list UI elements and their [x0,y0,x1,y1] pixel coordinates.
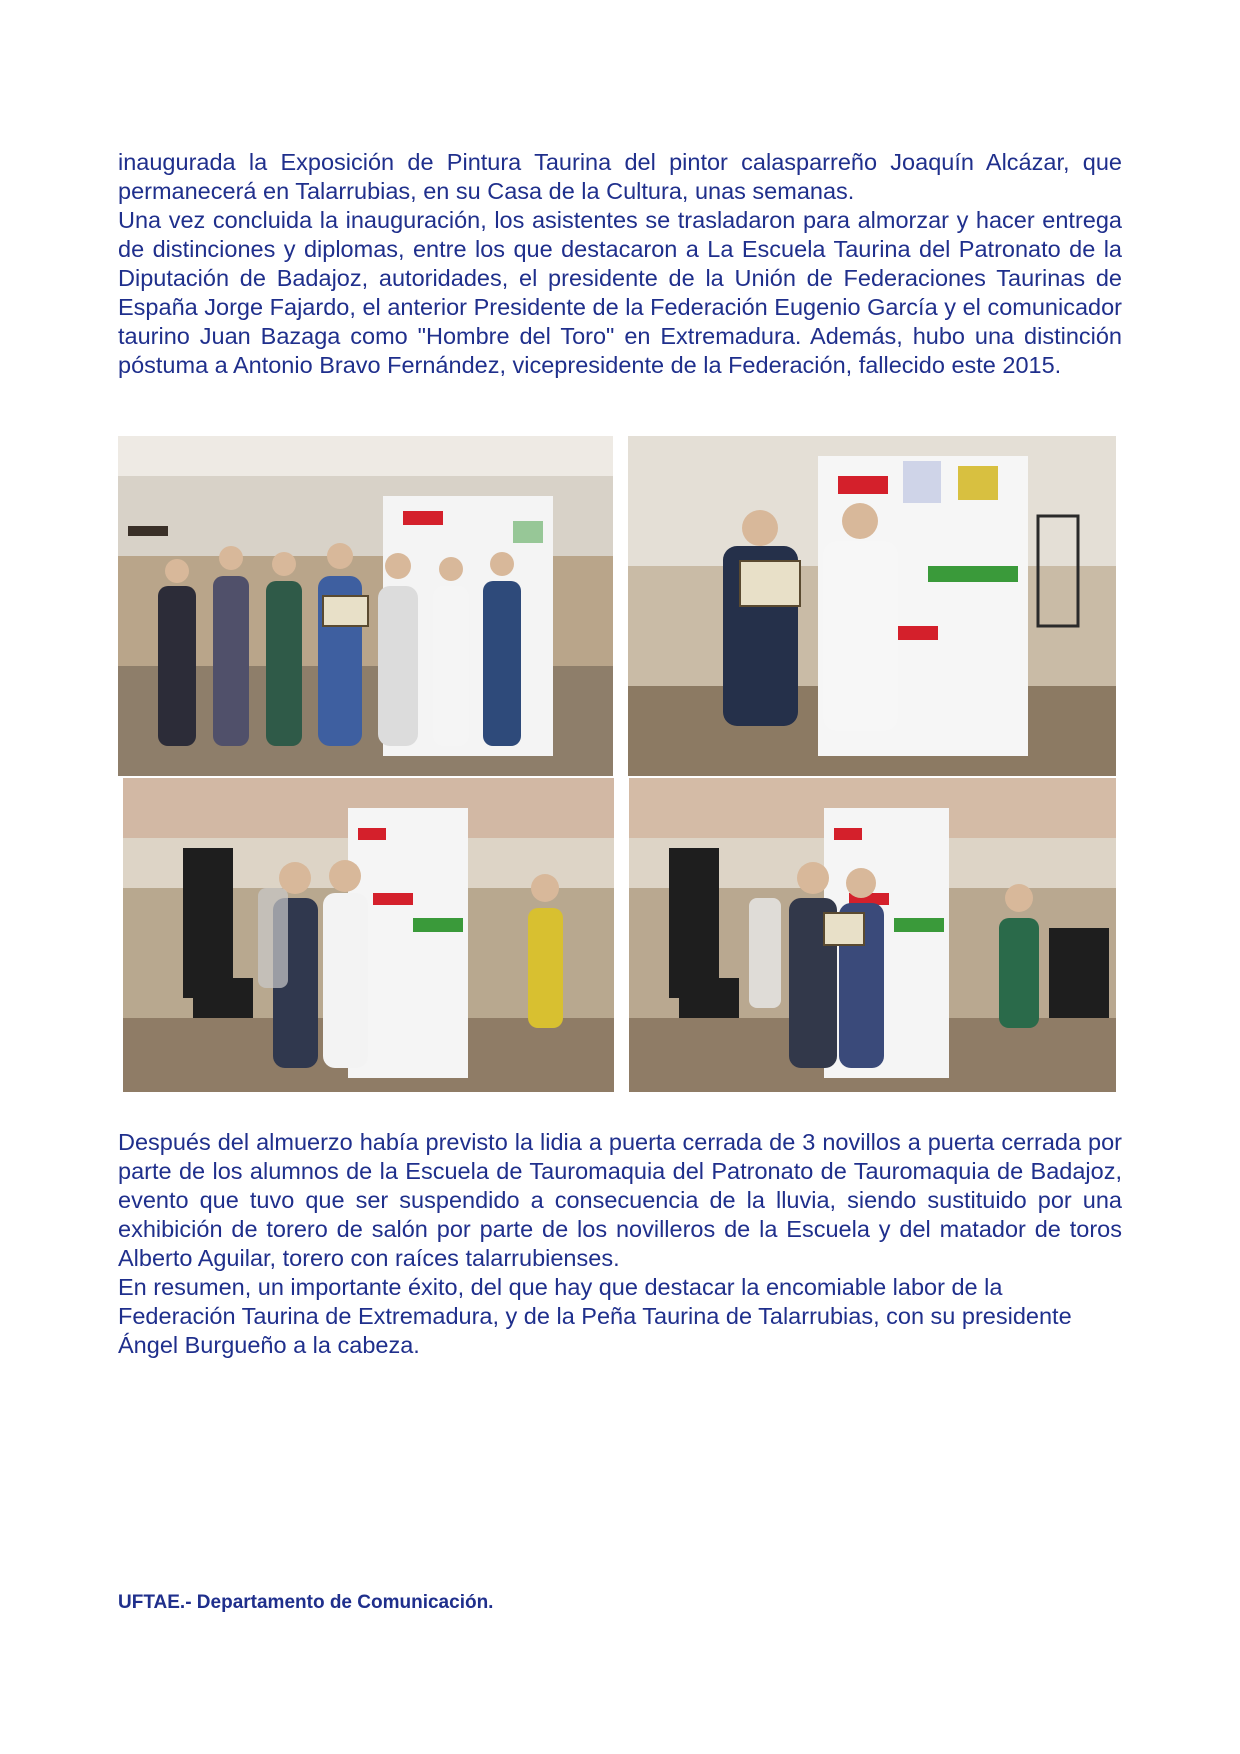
paragraph-summary: En resumen, un importante éxito, del que hay que destacar la encomiable labor de la Federación Taurina de Extremadura, y de la Peña Taurina de Talarrubias, con su presidente Ángel Burgueño a la cabeza. [118,1274,1072,1358]
group-photo [118,436,613,776]
footer-signature: UFTAE.- Departamento de Comunicación. [118,1592,494,1613]
diploma-photo-1 [628,436,1116,776]
paragraph-awards: Una vez concluida la inauguración, los asistentes se trasladaron para almorzar y hacer entrega de distinciones y diplomas, entre los que destacaron a La Escuela Taurina del Patronato de la Diputación de Badajoz, autoridades, el presidente de la Unión de Federaciones Taurinas de España Jorge Fajardo, el anterior Presidente de la Federación Eugenio García y el comunicador taurino Juan Bazaga como "Hombre del Toro" en Extremadura. Además, hubo una distinción póstuma a Antonio Bravo Fernández, vicepresidente de la Federación, fallecido este 2015. [118,207,1122,378]
banner-photo-1 [123,778,614,1092]
diploma-photo-2 [629,778,1116,1092]
paragraph-intro: inaugurada la Exposición de Pintura Taurina del pintor calasparreño Joaquín Alcázar, que permanecerá en Talarrubias, en su Casa de la Cultura, unas semanas. [118,149,1122,204]
paragraph-event: Después del almuerzo había previsto la lidia a puerta cerrada de 3 novillos a puerta cerrada por parte de los alumnos de la Escuela de Tauromaquia del Patronato de Tauromaquia de Badajoz, evento que tuvo que ser suspendido a consecuencia de la lluvia, siendo sustituido por una exhibición de torero de salón por parte de los novilleros de la Escuela y del matador de toros Alberto Aguilar, torero con raíces talarrubienses. [118,1129,1122,1271]
